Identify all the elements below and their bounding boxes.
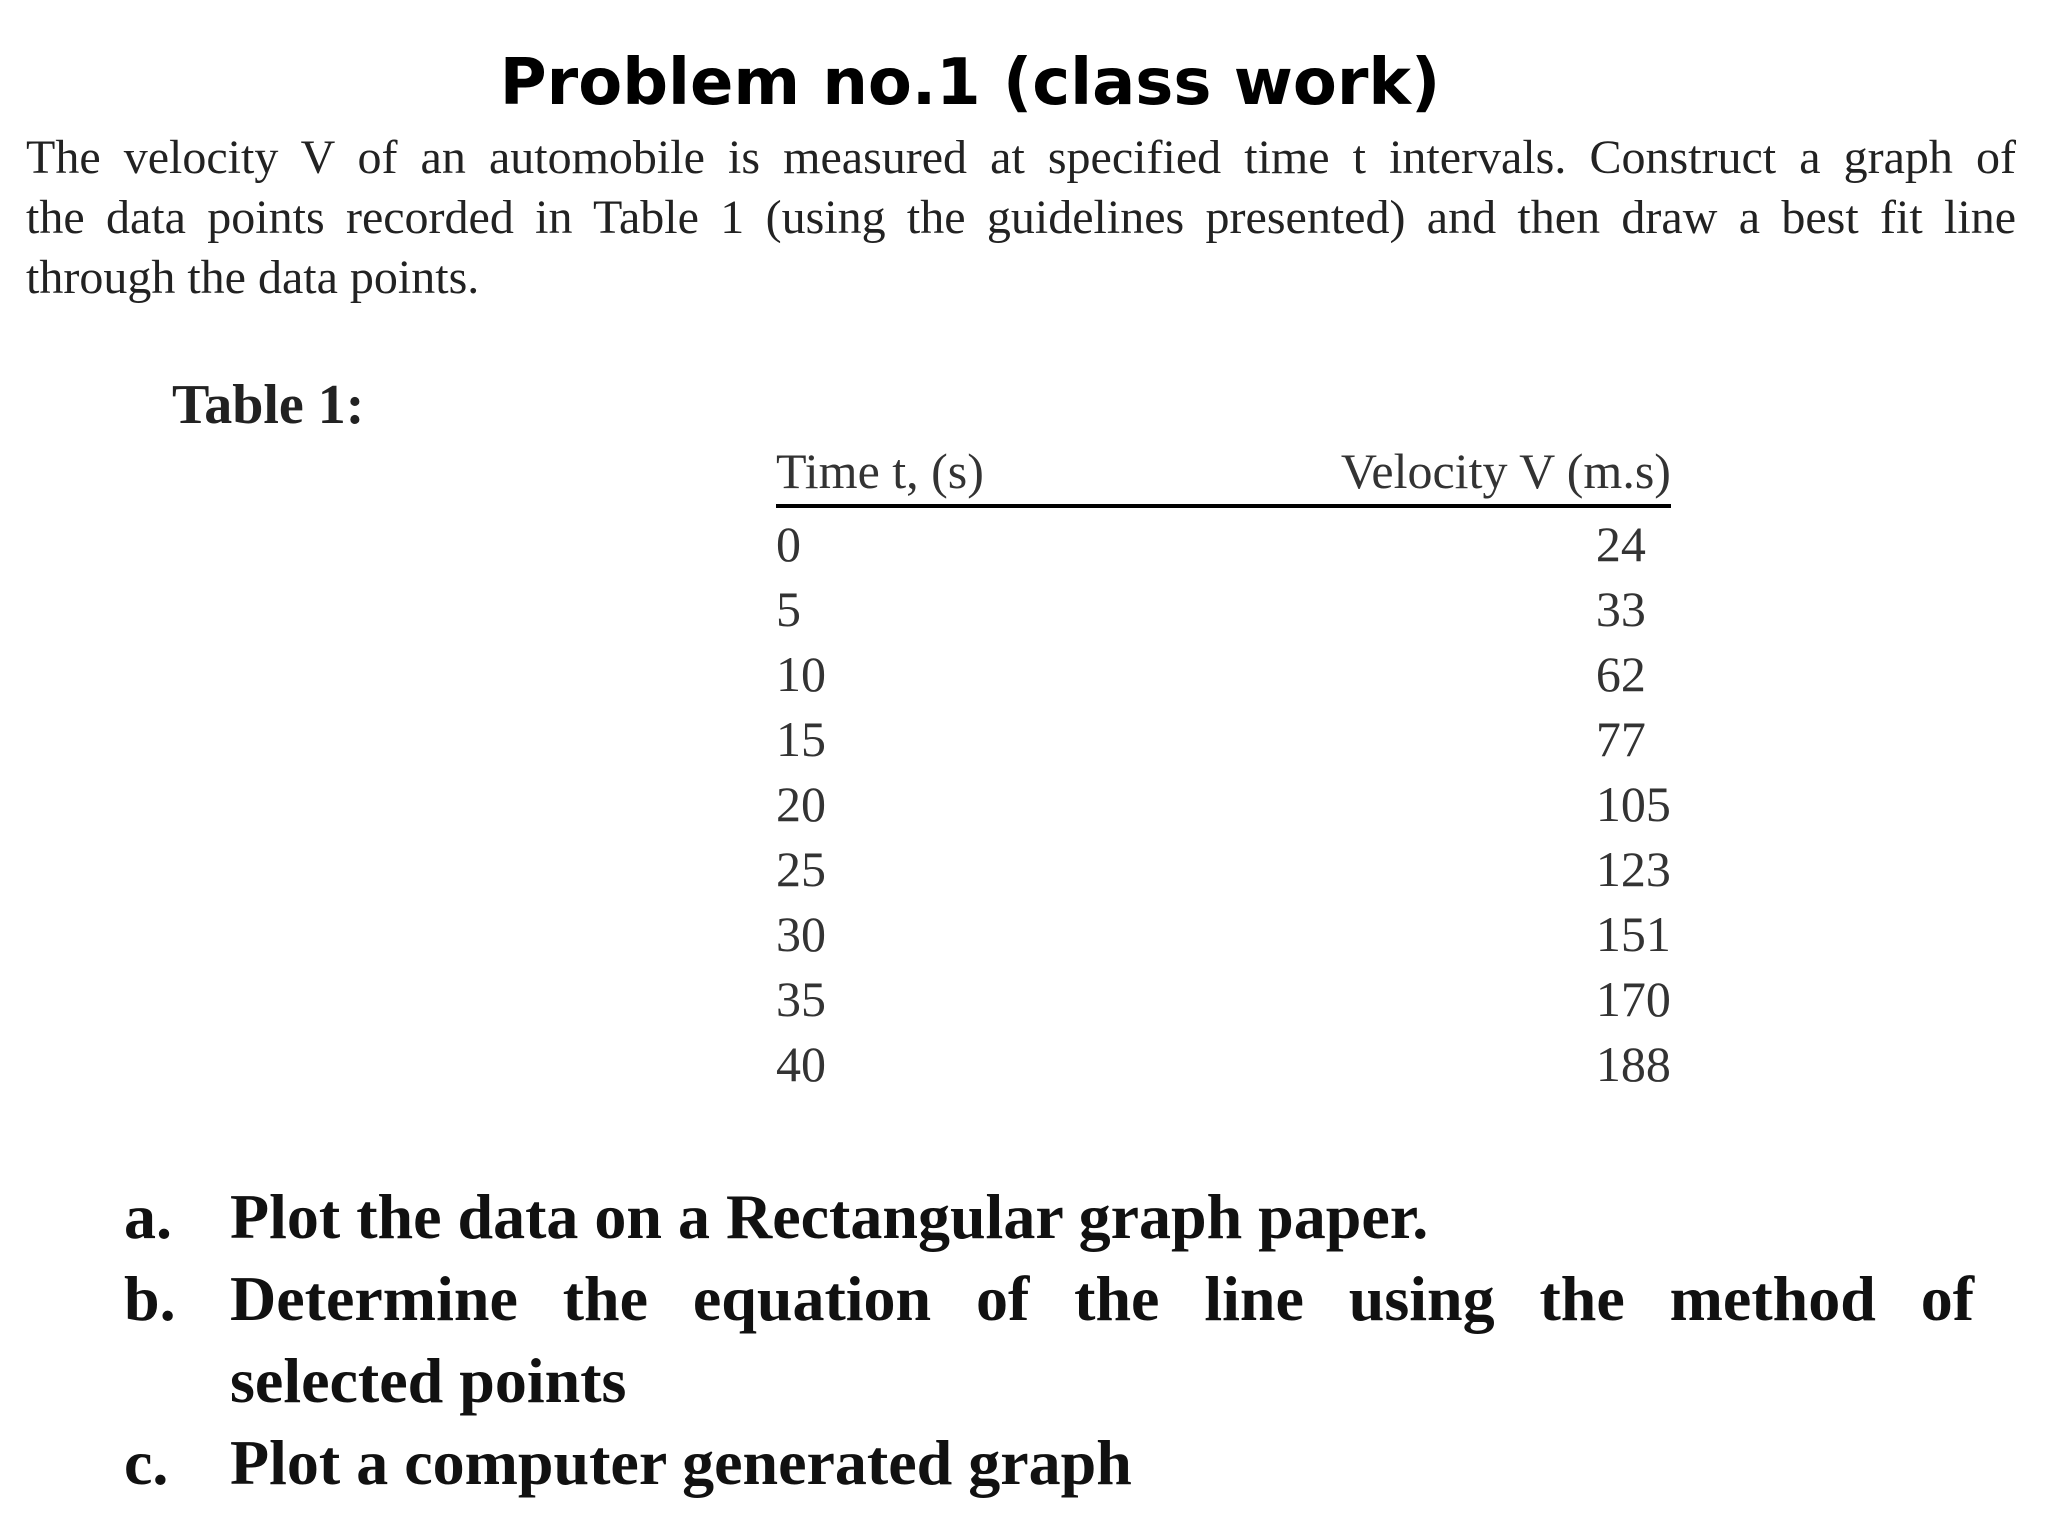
time-column-header: Time t, (s) [776,440,984,506]
time-cell: 10 [776,646,826,702]
task-item [124,1258,1974,1422]
table-row [776,902,1671,967]
table-row [776,1032,1671,1097]
problem-statement-line: through the data points. [26,251,480,304]
time-cell: 30 [776,906,826,962]
task-text-line: Determine the equation of the line using the method of [230,1263,1974,1334]
task-list [124,1176,1974,1504]
table-row [776,506,1671,577]
page-title: Problem no.1 (class work) [499,46,1441,120]
task-text [230,1422,1974,1504]
task-marker: a. [124,1181,172,1252]
velocity-cell: 24 [1595,516,1646,572]
table-row [776,772,1671,837]
problem-statement-line: the data points recorded in Table 1 (using the guidelines presented) and then draw a best fit line [26,191,2016,244]
time-cell: 0 [776,516,801,572]
time-cell: 15 [776,711,826,767]
task-text [230,1176,1974,1258]
velocity-cell: 151 [1595,906,1671,962]
task-text [230,1258,1974,1422]
table-row [776,577,1671,642]
time-cell: 20 [776,776,826,832]
time-cell: 40 [776,1036,826,1092]
problem-statement-line: The velocity V of an automobile is measured at specified time t intervals. Construct a graph of [26,131,2016,184]
task-marker: c. [124,1427,169,1498]
task-item [124,1422,1974,1504]
table-row [776,967,1671,1032]
velocity-cell: 77 [1595,711,1646,767]
task-text-line: Plot the data on a Rectangular graph paper. [230,1181,1429,1252]
table-row [776,707,1671,772]
velocity-cell: 188 [1595,1036,1671,1092]
velocity-cell: 62 [1595,646,1646,702]
time-cell: 25 [776,841,826,897]
task-marker: b. [124,1263,176,1334]
task-item [124,1176,1974,1258]
velocity-cell: 105 [1595,776,1671,832]
time-cell: 35 [776,971,826,1027]
velocity-cell: 33 [1595,581,1646,637]
time-cell: 5 [776,581,801,637]
velocity-column-header: Velocity V (m.s) [984,440,1671,506]
task-text-line: Plot a computer generated graph [230,1427,1132,1498]
table-header-row [776,440,1671,506]
table-row [776,642,1671,707]
task-text-line: selected points [230,1345,627,1416]
table-caption: Table 1: [172,374,365,436]
table-row [776,837,1671,902]
velocity-cell: 123 [1595,841,1671,897]
data-table [776,440,1671,1097]
velocity-cell: 170 [1595,971,1671,1027]
problem-statement [26,128,2016,308]
